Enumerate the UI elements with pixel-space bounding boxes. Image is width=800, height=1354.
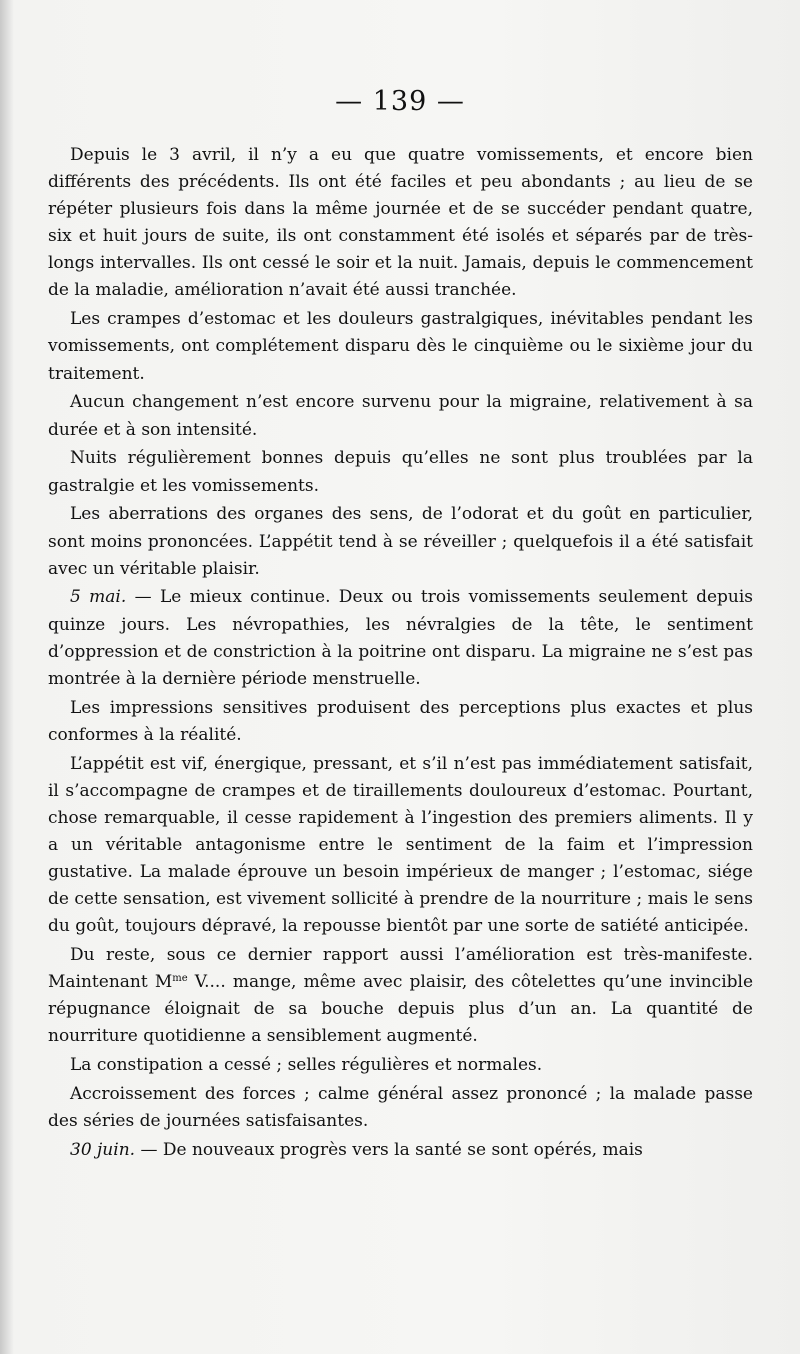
paragraph-12	[48, 1137, 753, 1164]
entry-date: 30 juin.	[70, 1140, 136, 1161]
paragraph-11: Accroissement des forces ; calme général assez prononcé ; la malade passe des séries de journées satisfaisantes.	[48, 1084, 753, 1132]
paragraph-12-text: — De nouveaux progrès vers la santé se sont opérés, mais	[135, 1140, 643, 1161]
page-number: — 139 —	[335, 86, 465, 117]
superscript: me	[172, 973, 188, 985]
paragraph-1: Depuis le 3 avril, il n’y a eu que quatre vomissements, et encore bien différents des précédents. Ils ont été faciles et peu abondants ; au lieu de se répéter plusieurs fois dans la même journée et de se succéder pendant quatre, six et huit jours de suite, ils ont constamment été isolés et séparés par de très-longs intervalles. Ils ont cessé le soir et la nuit. Jamais, depuis le commencement de la maladie, amélioration n’avait été aussi tranchée.	[48, 145, 753, 301]
paragraph-4: Nuits régulièrement bonnes depuis qu’elles ne sont plus troublées par la gastralgie et les vomissements.	[48, 448, 753, 496]
paragraph-10: La constipation a cessé ; selles régulières et normales.	[70, 1055, 543, 1076]
paragraph-6-text: — Le mieux continue. Deux ou trois vomissements seulement depuis quinze jours. Les névropathies, les névralgies de la tête, le sentiment d’oppression et de constriction à la poitrine ont disparu. La migraine ne s’est pas montrée à la dernière période menstruelle.	[48, 587, 753, 689]
paragraph-5: Les aberrations des organes des sens, de l’odorat et du goût en particulier, sont moins prononcées. L’appétit tend à se réveiller ; quelquefois il a été satisfait avec un véritable plaisir.	[48, 504, 753, 579]
paragraph-7: Les impressions sensitives produisent des perceptions plus exactes et plus conformes à la réalité.	[48, 697, 753, 745]
paragraph-9-text-before: Du reste, sous ce dernier rapport aussi l’amélioration est très-manifeste. Maintenant M	[48, 945, 753, 993]
paragraph-9	[48, 942, 753, 1050]
entry-date: 5 mai.	[70, 587, 127, 608]
paragraph-3: Aucun changement n’est encore survenu pour la migraine, relativement à sa durée et à son intensité.	[48, 392, 753, 440]
paragraph-9-text-after: V.... mange, même avec plaisir, des côtelettes qu’une invincible répugnance éloignait de sa bouche depuis plus d’un an. La quantité de nourriture quotidienne a sensiblement augmenté.	[48, 972, 754, 1047]
paragraph-6	[48, 584, 753, 692]
paragraph-8: L’appétit est vif, énergique, pressant, et s’il n’est pas immédiatement satisfait, il s’accompagne de crampes et de tiraillements douloureux d’estomac. Pourtant, chose remarquable, il cesse rapidement à l’ingestion des premiers aliments. Il y a un véritable antagonisme entre le sentiment de la faim et l’impression gustative. La malade éprouve un besoin impérieux de manger ; l’estomac, siége de cette sensation, est vivement sollicité à prendre de la nourriture ; mais le sens du goût, toujours dépravé, la repousse bientôt par une sorte de satiété anticipée.	[48, 753, 753, 937]
body-text	[48, 142, 753, 1164]
paragraph-2: Les crampes d’estomac et les douleurs gastralgiques, inévitables pendant les vomissements, ont complétement disparu dès le cinquième ou le sixième jour du traitement.	[48, 309, 753, 384]
